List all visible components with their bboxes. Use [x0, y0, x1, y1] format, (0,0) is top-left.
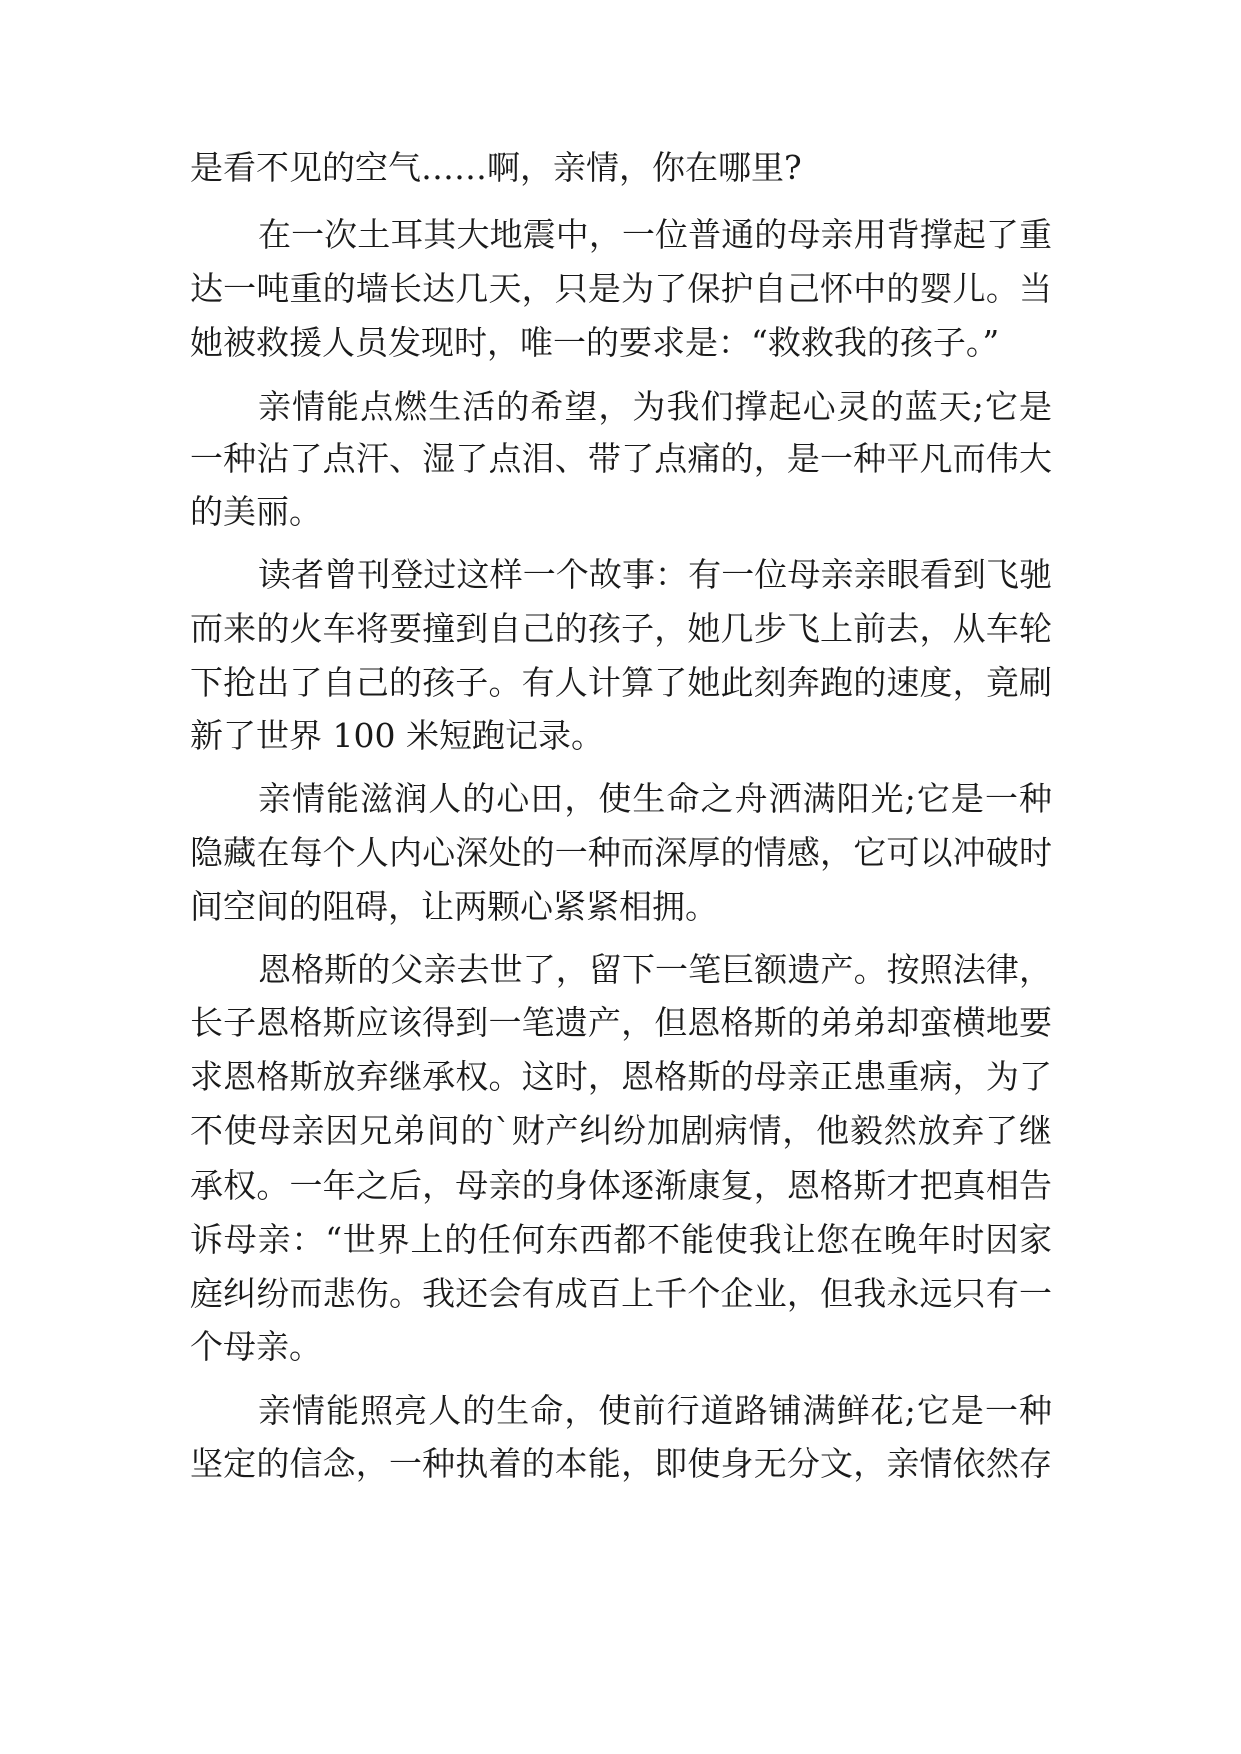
paragraph-first-line: 恩格斯的父亲去世了，留下一笔巨额遗产。按照法律，	[258, 950, 1052, 989]
text-line: 隐藏在每个人内心深处的一种而深厚的情感，它可以冲破时	[190, 833, 1052, 872]
text-line: 长子恩格斯应该得到一笔遗产，但恩格斯的弟弟却蛮横地要	[190, 1003, 1052, 1042]
text-line: 下抢出了自己的孩子。有人计算了她此刻奔跑的速度，竟刷	[190, 663, 1052, 702]
text-line: 诉母亲：“世界上的任何东西都不能使我让您在晚年时因家	[190, 1220, 1052, 1259]
text-line: 庭纠纷而悲伤。我还会有成百上千个企业，但我永远只有一	[190, 1274, 1052, 1313]
text-line: 达一吨重的墙长达几天，只是为了保护自己怀中的婴儿。当	[190, 269, 1052, 308]
paragraph-first-line: 亲情能滋润人的心田，使生命之舟洒满阳光;它是一种	[258, 779, 1052, 818]
text-line: 不使母亲因兄弟间的`财产纠纷加剧病情，他毅然放弃了继	[190, 1111, 1052, 1150]
text-line: 而来的火车将要撞到自己的孩子，她几步飞上前去，从车轮	[190, 609, 1052, 648]
text-line: 承权。一年之后，母亲的身体逐渐康复，恩格斯才把真相告	[190, 1166, 1052, 1205]
text-line: 求恩格斯放弃继承权。这时，恩格斯的母亲正患重病，为了	[190, 1057, 1052, 1096]
text-line: 是看不见的空气……啊，亲情，你在哪里?	[190, 148, 802, 187]
text-line: 间空间的阻碍，让两颗心紧紧相拥。	[190, 887, 718, 926]
paragraph-first-line: 读者曾刊登过这样一个故事：有一位母亲亲眼看到飞驰	[258, 555, 1052, 594]
text-line: 新了世界 100 米短跑记录。	[190, 716, 604, 755]
text-line: 她被救援人员发现时，唯一的要求是：“救救我的孩子。”	[190, 323, 1000, 362]
paragraph-first-line: 亲情能照亮人的生命，使前行道路铺满鲜花;它是一种	[258, 1391, 1052, 1430]
paragraph-first-line: 亲情能点燃生活的希望，为我们撑起心灵的蓝天;它是	[258, 387, 1052, 426]
text-line: 一种沾了点汗、湿了点泪、带了点痛的，是一种平凡而伟大	[190, 439, 1052, 478]
text-line: 个母亲。	[190, 1327, 322, 1366]
paragraph-first-line: 在一次土耳其大地震中，一位普通的母亲用背撑起了重	[258, 215, 1052, 254]
text-line: 坚定的信念，一种执着的本能，即使身无分文，亲情依然存	[190, 1444, 1052, 1483]
text-line: 的美丽。	[190, 492, 322, 531]
